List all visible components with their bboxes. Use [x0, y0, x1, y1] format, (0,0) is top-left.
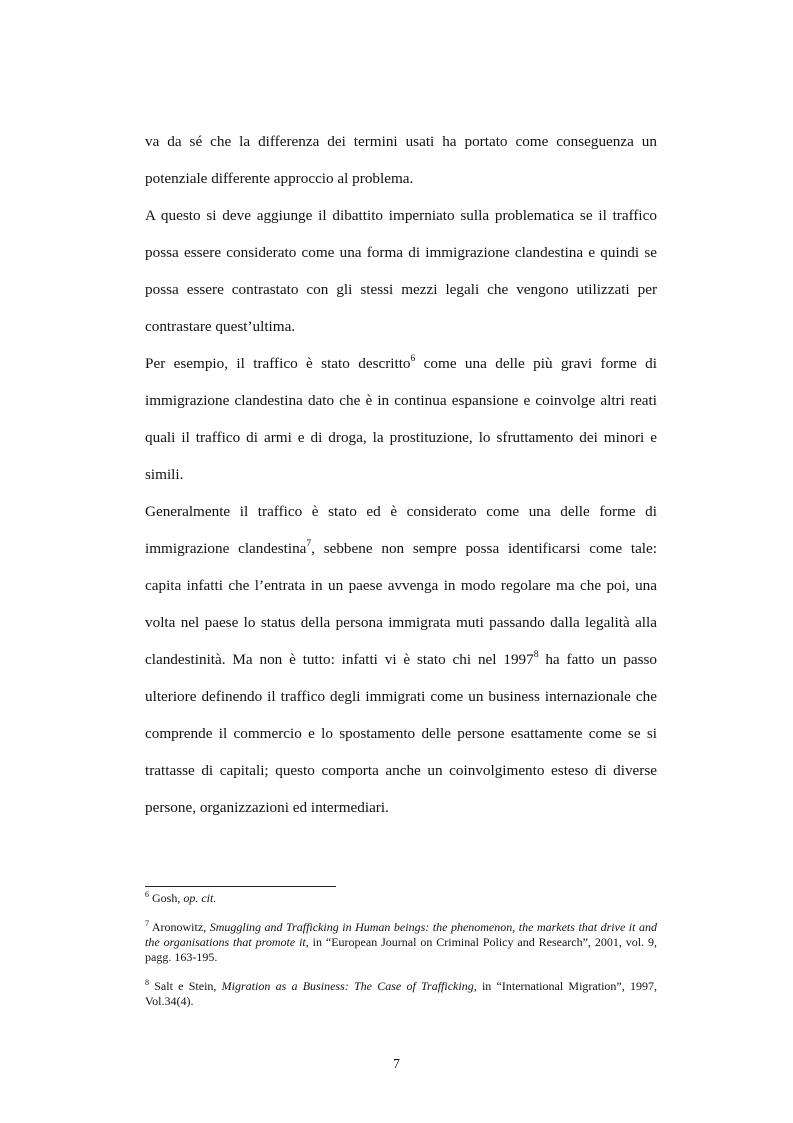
- footnote-8: [145, 979, 657, 1009]
- paragraph-1-text: va da sé che la differenza dei termini usati ha portato come conseguenza un potenziale differente approccio al problema.: [145, 133, 657, 187]
- footnote-author: Gosh,: [149, 891, 184, 905]
- footnote-title: op. cit.: [183, 891, 217, 905]
- paragraph-4-text-end: ha fatto un passo ulteriore definendo il traffico degli immigrati come un business internazionale che comprende il commercio e lo spostamento delle persone esattamente come se si trattasse di capitali; questo comporta anche un coinvolgimento esteso di diverse persone, organizzazioni ed intermediari.: [145, 651, 657, 816]
- footnote-ref-6[interactable]: 6: [410, 353, 416, 364]
- paragraph-2-text: A questo si deve aggiunge il dibattito imperniato sulla problematica se il traffico possa essere considerato come una forma di immigrazione clandestina e quindi se possa essere contrastato con gli stessi mezzi legali che vengono utilizzati per contrastare quest’ultima.: [145, 207, 657, 335]
- footnotes: [145, 891, 657, 1023]
- paragraph-3-text-start: Per esempio, il traffico è stato descritto: [145, 355, 411, 372]
- footnote-number: 8: [145, 978, 149, 987]
- paragraph-4-text-middle: , sebbene non sempre possa identificarsi come tale: capita infatti che l’entrata in un paese avvenga in modo regolare ma che poi, una volta nel paese lo status della persona immigrata muti passando dalla legalità alla clandestinità. Ma non è tutto: infatti vi è stato chi nel 1997: [145, 540, 657, 668]
- page-number: 7: [393, 1056, 400, 1071]
- paragraph-4-text-start: Generalmente il traffico è stato ed è considerato come una delle forme di immigrazione clandestina: [145, 503, 657, 557]
- footnote-ref-8[interactable]: 8: [533, 649, 539, 660]
- footnote-7: [145, 920, 657, 965]
- footnote-details: , in “European Journal on Criminal Policy and Research”, 2001, vol. 9, pagg. 163-195.: [145, 935, 657, 964]
- footnote-number: 6: [145, 890, 149, 899]
- footnote-title: Migration as a Business: The Case of Trafficking: [221, 979, 474, 993]
- paragraph-3-text-end: come una delle più gravi forme di immigrazione clandestina dato che è in continua espansione e coinvolge altri reati quali il traffico di armi e di droga, la prostituzione, lo sfruttamento dei minori e simili.: [145, 355, 657, 483]
- paragraph-2: [145, 197, 657, 345]
- paragraph-3: [145, 345, 657, 493]
- footnote-separator: [145, 886, 336, 887]
- footnote-author: Aronowitz,: [149, 920, 210, 934]
- footnote-title: Smuggling and Trafficking in Human beings: the phenomenon, the markets that drive it and the organisations that promote it: [145, 920, 657, 949]
- footnote-6: [145, 891, 657, 906]
- footnote-number: 7: [145, 919, 149, 928]
- footnote-details: , in “International Migration”, 1997, Vol.34(4).: [145, 979, 657, 1008]
- paragraph-1: [145, 123, 657, 197]
- body-text: [145, 123, 657, 826]
- paragraph-4: [145, 493, 657, 826]
- footnote-ref-7[interactable]: 7: [306, 538, 312, 549]
- footnote-author: Salt e Stein,: [149, 979, 222, 993]
